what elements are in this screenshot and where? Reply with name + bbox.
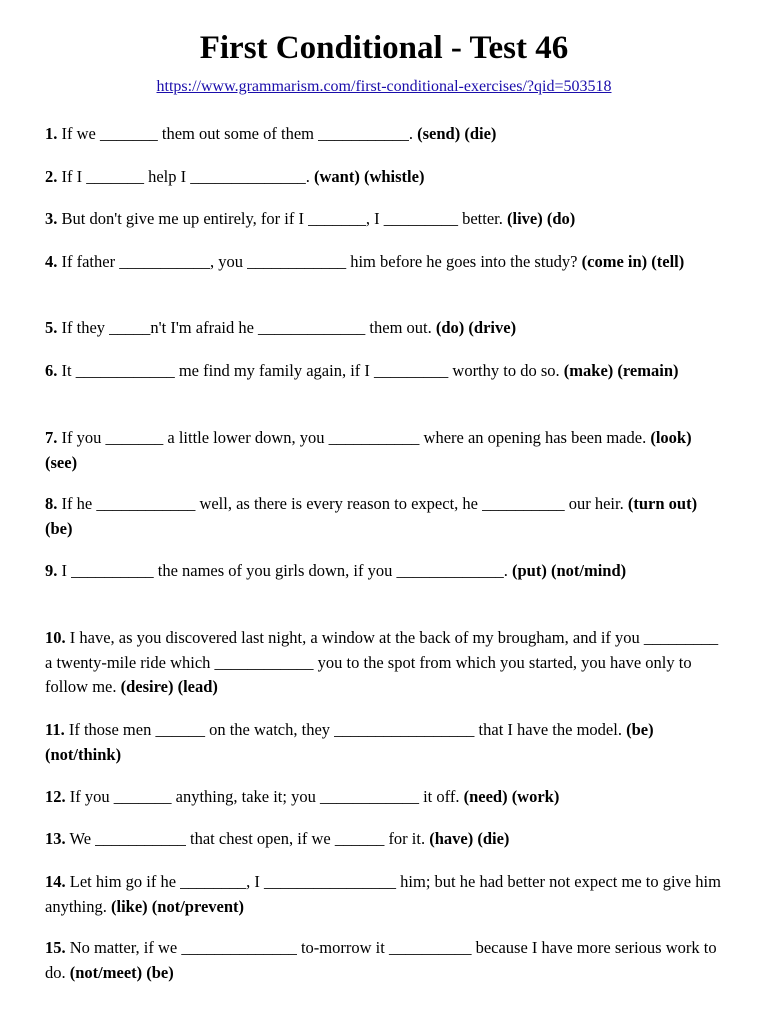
question-text: It ____________ me find my family again, if I _________ worthy to do so. — [61, 361, 560, 380]
question-item — [45, 426, 725, 475]
question-text: No matter, if we ______________ to-morrow it __________ because I have more serious work to do. — [45, 938, 717, 982]
question-text: But don't give me up entirely, for if I _______, I _________ better. — [61, 209, 503, 228]
question-number: 7. — [45, 428, 58, 447]
question-text: If he ____________ well, as there is every reason to expect, he __________ our heir. — [61, 494, 624, 513]
question-verbs: (send) (die) — [417, 124, 497, 143]
question-verbs: (do) (drive) — [435, 318, 517, 337]
question-item — [45, 559, 725, 584]
question-number: 3. — [45, 209, 58, 228]
question-item — [45, 207, 725, 232]
question-verbs: (have) (die) — [429, 829, 510, 848]
question-text: I __________ the names of you girls down, if you _____________. — [61, 561, 508, 580]
question-item — [45, 936, 725, 985]
question-item — [45, 359, 725, 384]
question-text: If you _______ anything, take it; you ____________ it off. — [69, 787, 460, 806]
question-verbs: (turn out) (be) — [45, 494, 698, 538]
question-number: 13. — [45, 829, 66, 848]
question-verbs: (put) (not/mind) — [512, 561, 627, 580]
question-number: 2. — [45, 167, 58, 186]
question-text: If I _______ help I ______________. — [61, 167, 310, 186]
question-verbs: (need) (work) — [463, 787, 560, 806]
question-text: Let him go if he ________, I ________________ him; but he had better not expect me to give him anything. — [45, 872, 721, 916]
question-text: If you _______ a little lower down, you ___________ where an opening has been made. — [61, 428, 647, 447]
question-verbs: (want) (whistle) — [314, 167, 425, 186]
page-title: First Conditional - Test 46 — [199, 30, 569, 66]
question-item — [45, 122, 725, 147]
question-item — [45, 250, 725, 275]
question-item — [45, 316, 725, 341]
question-number: 4. — [45, 252, 58, 271]
question-text: I have, as you discovered last night, a window at the back of my brougham, and if you _________ a twenty-mile ride which ____________ you to the spot from which you started, you have only to follow me. — [45, 628, 719, 696]
question-verbs: (live) (do) — [507, 209, 576, 228]
question-verbs: (desire) (lead) — [120, 677, 218, 696]
question-text: If those men ______ on the watch, they _________________ that I have the model. — [68, 720, 622, 739]
question-verbs: (not/meet) (be) — [69, 962, 174, 982]
question-verbs: (look) (see) — [45, 428, 692, 472]
question-text: If we _______ them out some of them ___________. — [61, 124, 413, 143]
question-verbs: (come in) (tell) — [581, 252, 685, 271]
question-item — [45, 827, 725, 852]
question-number: 15. — [45, 938, 66, 957]
question-item — [45, 626, 725, 700]
source-link[interactable]: https://www.grammarism.com/first-conditional-exercises/?qid=503518 — [156, 78, 612, 95]
question-number: 12. — [45, 787, 66, 806]
question-number: 14. — [45, 872, 66, 891]
question-text: We ___________ that chest open, if we ______ for it. — [69, 829, 426, 848]
question-item — [45, 165, 725, 190]
question-number: 5. — [45, 318, 58, 337]
question-item — [45, 785, 725, 810]
question-text: If they _____n't I'm afraid he _____________ them out. — [61, 318, 432, 337]
question-number: 9. — [45, 561, 58, 580]
question-text: If father ___________, you ____________ him before he goes into the study? — [61, 252, 578, 271]
question-number: 10. — [45, 628, 66, 647]
question-number: 1. — [45, 124, 58, 143]
question-item — [45, 718, 725, 767]
question-verbs: (like) (not/prevent) — [111, 896, 245, 916]
question-verbs: (make) (remain) — [563, 361, 679, 380]
question-item — [45, 492, 725, 541]
question-number: 6. — [45, 361, 58, 380]
question-number: 11. — [45, 720, 65, 739]
question-number: 8. — [45, 494, 58, 513]
question-verbs: (be) (not/think) — [45, 720, 654, 764]
question-item — [45, 870, 725, 919]
